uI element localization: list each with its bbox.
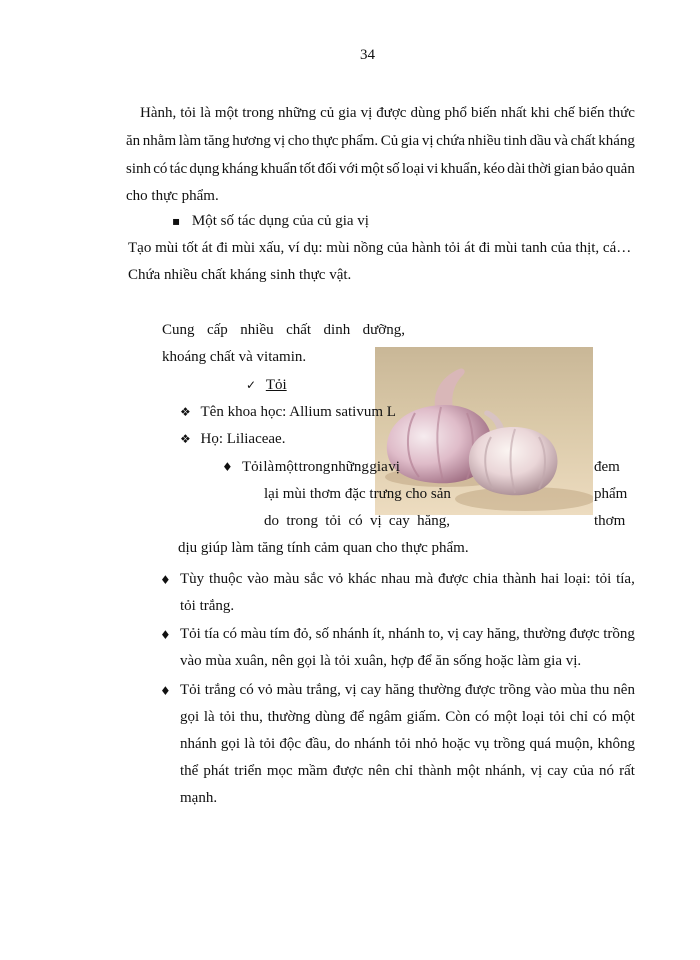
word: của (573, 763, 594, 779)
word: phát (203, 763, 230, 779)
intro-line-4: cho thực phẩm. (126, 188, 219, 204)
word: tác (169, 161, 188, 177)
word: Còn (445, 709, 471, 725)
word: loại: (564, 571, 591, 587)
garlic-intro-line-3-end: thơm (594, 513, 626, 529)
nutrition-line-2: khoáng chất và vitamin. (162, 349, 307, 365)
word: ít, (372, 626, 385, 642)
garlic-intro-line-2-end: phẩm (594, 486, 628, 502)
word: tinh (503, 133, 527, 149)
word: quá (529, 736, 552, 752)
garlic-intro-line-2: lại mùi thơm đặc trưng cho sản (264, 486, 451, 502)
word: thời (527, 161, 552, 177)
scientific-name (180, 403, 396, 421)
check-icon: ✓ (246, 378, 257, 392)
word: được (569, 626, 600, 642)
word: màu (273, 571, 300, 587)
word: Tỏi (180, 626, 201, 642)
word: nhất (500, 105, 527, 121)
word: thu, (240, 709, 263, 725)
word: thu (590, 682, 610, 698)
bullet-line (180, 735, 635, 753)
word: vi (426, 161, 439, 177)
word: là (244, 736, 256, 752)
word: nhánh (354, 736, 391, 752)
diamond-bullet-icon: ❖ (180, 432, 191, 446)
bullet-line (180, 762, 635, 780)
garlic-intro-line-1 (242, 458, 400, 476)
bullet-line (180, 570, 635, 588)
effect-item: Tạo mùi tốt át đi mùi xấu, ví dụ: mùi nồng của hành tỏi át đi mùi tanh của thịt, cá… (128, 240, 632, 256)
word: dùng (315, 709, 346, 725)
word: vị (421, 133, 434, 149)
word: nên (613, 682, 635, 698)
word: có (348, 513, 363, 529)
word: nó (599, 763, 615, 779)
word: tỏi (325, 513, 342, 529)
bullet-line: mạnh. (180, 790, 218, 806)
word: vỏ (257, 682, 273, 698)
word: trồng (493, 736, 526, 752)
word: một (360, 161, 385, 177)
word: Cung (162, 322, 195, 338)
word: thành (418, 763, 452, 779)
word: trồng (603, 626, 635, 642)
word: vị (344, 682, 357, 698)
word: một (214, 105, 239, 121)
word: do (334, 736, 350, 752)
word: tỏi (595, 571, 612, 587)
word: củ (320, 105, 335, 121)
word: hăng, (417, 513, 450, 529)
word: cay (462, 626, 484, 642)
word: chia (473, 571, 499, 587)
bullet-line (180, 681, 635, 699)
word: thực (312, 133, 339, 149)
word: tỏi (259, 736, 276, 752)
word: hăng (385, 682, 415, 698)
family-text: Họ: Liliaceae. (200, 431, 286, 447)
word: có (222, 626, 238, 642)
family (180, 430, 285, 448)
word: rất (619, 763, 635, 779)
word: có (474, 709, 490, 725)
garlic-intro-line-1-end: đem (594, 459, 620, 475)
word: dụng (189, 161, 220, 177)
section-heading (172, 212, 369, 230)
word: phẩm. (341, 133, 379, 149)
word: không (597, 736, 635, 752)
word: hăng, (486, 626, 520, 642)
word: màu (276, 682, 303, 698)
word: hoặc (441, 736, 471, 752)
word: thể (180, 763, 199, 779)
word: triển (234, 763, 262, 779)
bullet-line (180, 708, 635, 726)
word: độc (279, 736, 302, 752)
word: trong (298, 459, 331, 475)
word: Tùy (180, 571, 205, 587)
word: có (153, 161, 168, 177)
word: hai (540, 571, 560, 587)
word: tỏi (549, 709, 565, 725)
effect-item: Chứa nhiều chất kháng sinh thực vật. (128, 267, 352, 283)
word: cấp (206, 322, 228, 338)
diamond-bullet-icon: ♦ (222, 460, 233, 474)
word: cay (388, 513, 410, 529)
word: thành (502, 571, 537, 587)
word: chất (570, 133, 596, 149)
word: mùa (560, 682, 587, 698)
word: làm (178, 133, 202, 149)
word: một (493, 709, 518, 725)
garlic-intro-line-4: dịu giúp làm tăng tính cảm quan cho thực phẩm. (178, 540, 469, 556)
word: tỏi (180, 105, 197, 121)
word: nhánh (332, 626, 370, 642)
word: kéo (483, 161, 505, 177)
word: khi (530, 105, 550, 121)
word: một (456, 763, 480, 779)
word: để (349, 709, 364, 725)
garlic-title-text: Tỏi (265, 377, 287, 393)
word: gọi (220, 736, 241, 752)
word: tía, (616, 571, 635, 587)
word: số (315, 626, 329, 642)
word: gia (369, 459, 388, 475)
word: những (277, 105, 317, 121)
word: kháng (221, 161, 259, 177)
word: thường (523, 626, 566, 642)
word: một (611, 709, 635, 725)
word: vị (530, 763, 543, 779)
word: có (239, 682, 254, 698)
word: gian (553, 161, 580, 177)
word: thường (267, 709, 311, 725)
word: đối (317, 161, 337, 177)
intro-line-2 (126, 132, 635, 150)
bullet-line: tỏi trắng. (180, 598, 235, 614)
word: trắng (204, 682, 236, 698)
word: gia (338, 105, 357, 121)
word: Hành, (140, 105, 177, 121)
word: chỉ (569, 709, 589, 725)
garlic-title (246, 376, 287, 394)
section-heading-text: Một số tác dụng của củ gia vị (191, 213, 369, 229)
word: vị (447, 626, 459, 642)
intro-line-3 (126, 160, 635, 178)
word: nhiều (467, 133, 501, 149)
word: bảo (581, 161, 604, 177)
word: sắc (304, 571, 324, 587)
word: tăng (203, 133, 230, 149)
bullet-line (180, 625, 635, 643)
word: được (376, 105, 407, 121)
word: quản (605, 161, 635, 177)
word: chất (286, 322, 312, 338)
garlic-intro-line-3 (264, 512, 450, 530)
word: chứa (436, 133, 466, 149)
word: với (338, 161, 359, 177)
word: dài (507, 161, 526, 177)
word: nhau (380, 571, 411, 587)
word: gọi (180, 709, 200, 725)
word: ăn (126, 133, 141, 149)
word: được (465, 682, 496, 698)
intro-line-1 (140, 104, 635, 122)
word: Tỏi (242, 459, 263, 475)
diamond-bullet-icon: ❖ (180, 405, 191, 419)
word: trồng (499, 682, 531, 698)
word: số (386, 161, 400, 177)
word: nhánh (180, 736, 217, 752)
word: Tỏi (180, 682, 201, 698)
word: biến (578, 105, 605, 121)
word: vụ (474, 736, 490, 752)
word: khuẩn (260, 161, 298, 177)
diamond-bullet-icon: ♦ (160, 684, 171, 698)
bullet-line: vào mùa xuân, nên gọi là tỏi xuân, hợp để ăn sống hoặc làm gia vị. (180, 653, 582, 669)
word: một (274, 459, 299, 475)
word: là (263, 459, 275, 475)
word: mà (414, 571, 434, 587)
word: biến (470, 105, 497, 121)
word: loại (521, 709, 545, 725)
word: tốt (299, 161, 316, 177)
diamond-bullet-icon: ♦ (160, 628, 171, 642)
word: sinh (126, 161, 152, 177)
page-number: 34 (360, 47, 375, 63)
word: nhằm (142, 133, 177, 149)
word: nhiều (240, 322, 274, 338)
word: vỏ (328, 571, 344, 587)
word: nhánh (388, 626, 425, 642)
word: có (592, 709, 607, 725)
word: đầu, (305, 736, 331, 752)
word: vào (534, 682, 557, 698)
word: nhánh, (485, 763, 526, 779)
word: khuẩn, (440, 161, 481, 177)
word: cay (360, 682, 382, 698)
word: ngâm (368, 709, 403, 725)
word: chế (553, 105, 575, 121)
word: đỏ, (293, 626, 313, 642)
word: hương (232, 133, 271, 149)
word: là (203, 709, 215, 725)
word: tím (269, 626, 290, 642)
word: loại (401, 161, 425, 177)
word: phổ (444, 105, 467, 121)
word: do (264, 513, 279, 529)
word: dùng (410, 105, 441, 121)
word: to, (428, 626, 444, 642)
word: thức (608, 105, 635, 121)
word: vị (360, 105, 373, 121)
word: tỏi (395, 736, 411, 752)
square-bullet-icon: ▪ (172, 214, 181, 228)
word: dinh (323, 322, 351, 338)
word: vị (388, 459, 400, 475)
nutrition-line-1 (162, 321, 405, 339)
word: vị (273, 133, 286, 149)
word: muộn, (555, 736, 594, 752)
word: Củ (380, 133, 399, 149)
word: tía (204, 626, 220, 642)
word: và (553, 133, 569, 149)
word: vị (369, 513, 382, 529)
word: khác (347, 571, 377, 587)
word: gia (400, 133, 420, 149)
word: kháng (598, 133, 635, 149)
word: những (330, 459, 369, 475)
word: chỉ (394, 763, 414, 779)
word: vào (247, 571, 269, 587)
word: tỏi (219, 709, 236, 725)
word: được (438, 571, 469, 587)
word: dầu (529, 133, 552, 149)
word: thuộc (208, 571, 243, 587)
word: màu (240, 626, 267, 642)
word: nên (368, 763, 390, 779)
word: trong (242, 105, 274, 121)
word: cay (547, 763, 569, 779)
word: nhỏ (415, 736, 438, 752)
word: mầm (297, 763, 328, 779)
word: được (332, 763, 364, 779)
word: dưỡng, (362, 322, 405, 338)
word: cho (287, 133, 310, 149)
word: là (200, 105, 211, 121)
word: trong (286, 513, 318, 529)
word: trắng, (306, 682, 341, 698)
word: thường (418, 682, 462, 698)
word: mọc (266, 763, 293, 779)
diamond-bullet-icon: ♦ (160, 573, 171, 587)
scientific-name-text: Tên khoa học: Allium sativum L (200, 404, 396, 420)
word: giấm. (406, 709, 441, 725)
